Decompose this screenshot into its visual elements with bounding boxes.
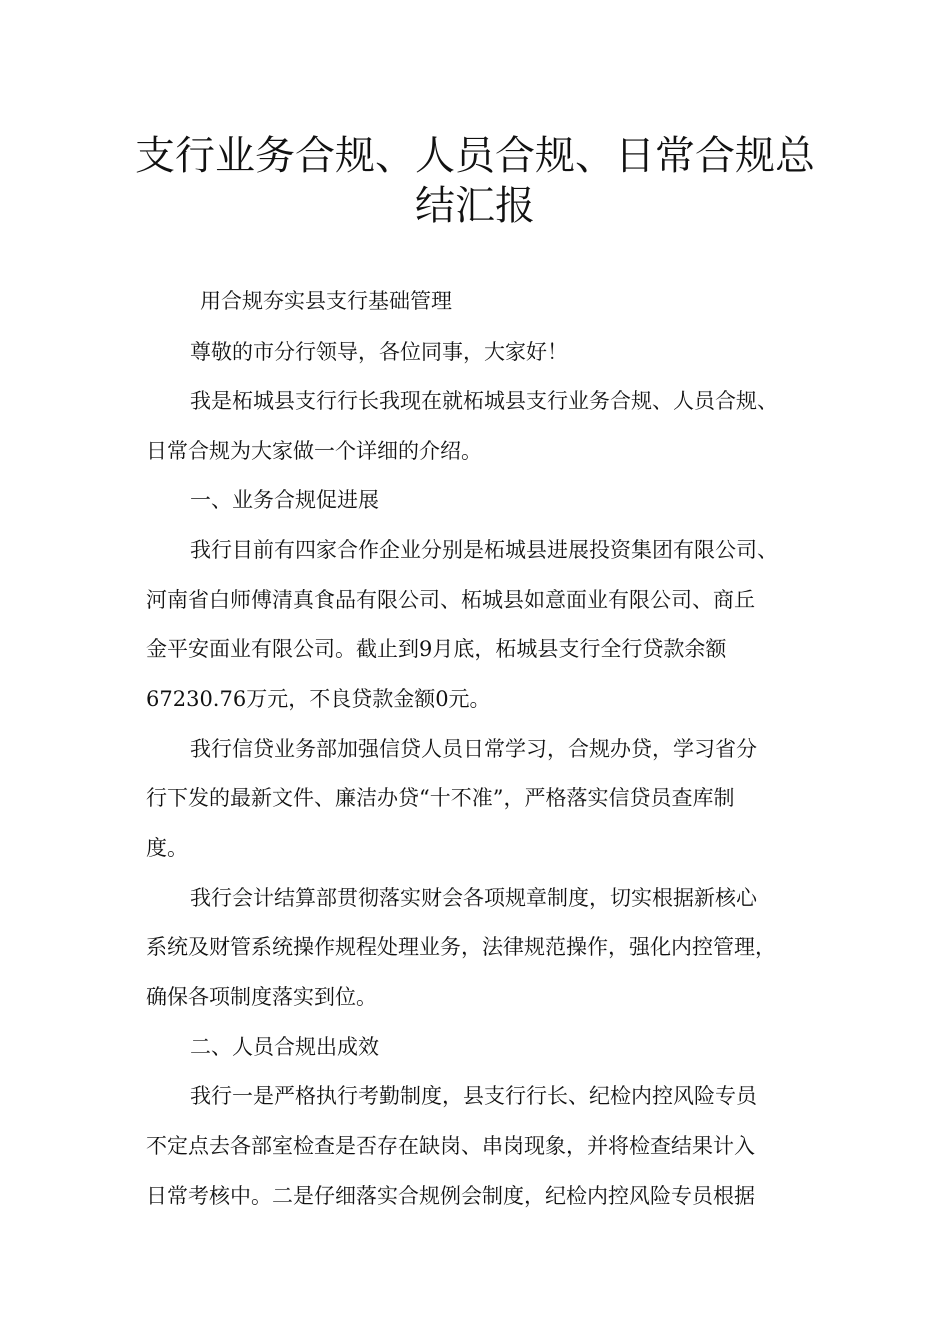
paragraph-line: 行下发的最新文件、廉洁办贷“十不准”，严格落实信贷员查库制	[146, 786, 735, 810]
paragraph-line: 系统及财管系统操作规程处理业务，法律规范操作，强化内控管理，	[146, 935, 776, 959]
paragraph-line: 我是柘城县支行行长我现在就柘城县支行业务合规、人员合规、	[190, 389, 778, 413]
paragraph-line: 度。	[146, 836, 188, 860]
paragraph-line: 确保各项制度落实到位。	[146, 985, 377, 1009]
section-heading: 二、人员合规出成效	[190, 1035, 379, 1059]
paragraph-line: 67230.76万元，不良贷款金额0元。	[146, 687, 491, 711]
paragraph-line: 我行会计结算部贯彻落实财会各项规章制度，切实根据新核心	[190, 886, 757, 910]
paragraph-line: 我行一是严格执行考勤制度，县支行行长、纪检内控风险专员	[190, 1084, 757, 1108]
section-heading: 一、业务合规促进展	[190, 488, 379, 512]
paragraph-line: 我行信贷业务部加强信贷人员日常学习，合规办贷，学习省分	[190, 737, 757, 761]
subtitle-line: 用合规夯实县支行基础管理	[200, 289, 452, 313]
document-title-line-2: 结汇报	[415, 183, 535, 229]
paragraph-line: 日常合规为大家做一个详细的介绍。	[146, 439, 482, 463]
paragraph-line: 河南省白师傅清真食品有限公司、柘城县如意面业有限公司、商丘	[146, 588, 755, 612]
paragraph-line: 日常考核中。二是仔细落实合规例会制度，纪检内控风险专员根据	[146, 1184, 755, 1208]
document-title-line-1: 支行业务合规、人员合规、日常合规总	[135, 133, 815, 179]
paragraph-line: 金平安面业有限公司。截止到9月底，柘城县支行全行贷款余额	[146, 637, 727, 661]
paragraph-line: 不定点去各部室检查是否存在缺岗、串岗现象，并将检查结果计入	[146, 1134, 755, 1158]
paragraph-line: 我行目前有四家合作企业分别是柘城县进展投资集团有限公司、	[190, 538, 778, 562]
greeting-line: 尊敬的市分行领导，各位同事，大家好！	[190, 340, 568, 364]
